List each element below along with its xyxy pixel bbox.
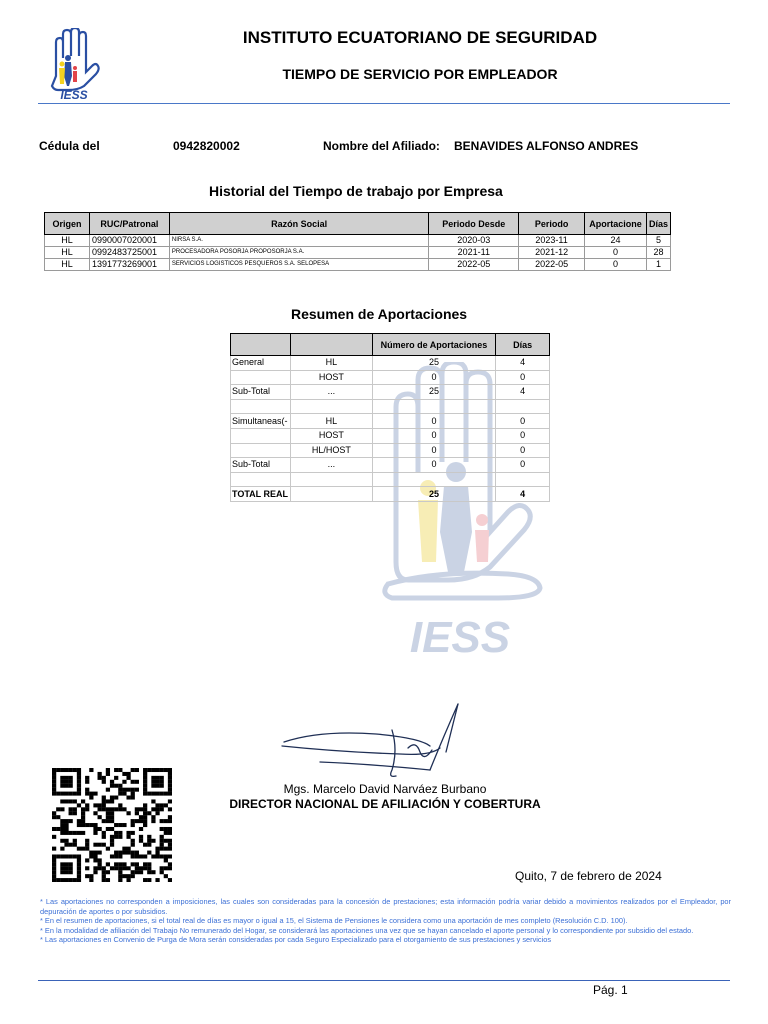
cell-razon-social: SERVICIOS LOGISTICOS PESQUEROS S.A. SELOPESA bbox=[169, 259, 429, 271]
summary-row bbox=[231, 443, 550, 458]
cell-razon-social: NIRSA S.A. bbox=[169, 235, 429, 247]
summary-cell-origin: ... bbox=[290, 458, 372, 473]
summary-cell-aportaciones bbox=[372, 399, 496, 414]
summary-cell-aportaciones: 0 bbox=[372, 443, 496, 458]
summary-row bbox=[231, 428, 550, 443]
footnote: * Las aportaciones en Convenio de Purga de Mora serán consideradas por cada Seguro Especializado para el otorgamiento de sus prestaciones y servicios bbox=[40, 935, 552, 945]
summary-cell-dias: 4 bbox=[496, 385, 550, 400]
history-table bbox=[44, 212, 671, 271]
summary-cell-aportaciones: 25 bbox=[372, 487, 496, 502]
summary-cell-aportaciones: 0 bbox=[372, 414, 496, 429]
cell-periodo-desde: 2022-05 bbox=[429, 259, 519, 271]
summary-row bbox=[231, 399, 550, 414]
cedula-label: Cédula del bbox=[39, 139, 100, 153]
affiliate-name-value: BENAVIDES ALFONSO ANDRES bbox=[454, 139, 639, 153]
cell-razon-social: PROCESADORA POSORJA PROPOSORJA S.A. bbox=[169, 247, 429, 259]
summary-cell-origin: HL/HOST bbox=[290, 443, 372, 458]
summary-cell-dias bbox=[496, 472, 550, 487]
document-subtitle: TIEMPO DE SERVICIO POR EMPLEADOR bbox=[282, 66, 558, 82]
cell-aportaciones: 24 bbox=[585, 235, 647, 247]
signer-name: Mgs. Marcelo David Narváez Burbano bbox=[283, 782, 487, 796]
cell-ruc: 1391773269001 bbox=[89, 259, 169, 271]
cell-periodo-desde: 2020-03 bbox=[429, 235, 519, 247]
summary-header-row bbox=[231, 334, 550, 356]
footnote: * En la modalidad de afiliación del Trabajo No remunerado del Hogar, se considerará las aportaciones una vez que se hayan cancelado el aporte personal y lo correspondiente por subsidio del estado. bbox=[40, 925, 694, 935]
col-razon-social: Razón Social bbox=[169, 213, 429, 235]
summary-row bbox=[231, 472, 550, 487]
summary-cell-dias: 0 bbox=[496, 428, 550, 443]
qr-code bbox=[52, 768, 172, 882]
col-aportaciones: Aportacione bbox=[585, 213, 647, 235]
cell-origen: HL bbox=[45, 259, 90, 271]
summary-cell-origin bbox=[290, 399, 372, 414]
watermark-text: IESS bbox=[409, 613, 511, 662]
table-row bbox=[45, 235, 671, 247]
summary-cell-type: Sub-Total bbox=[231, 458, 291, 473]
header-rule bbox=[38, 103, 730, 104]
summary-cell-origin bbox=[290, 472, 372, 487]
col-origen: Origen bbox=[45, 213, 90, 235]
summary-title: Resumen de Aportaciones bbox=[291, 306, 468, 322]
history-header-row bbox=[45, 213, 671, 235]
summary-row bbox=[231, 385, 550, 400]
cell-periodo: 2023-11 bbox=[519, 235, 585, 247]
signer-position: DIRECTOR NACIONAL DE AFILIACIÓN Y COBERTURA bbox=[229, 797, 541, 811]
summary-cell-dias bbox=[496, 399, 550, 414]
cell-aportaciones: 0 bbox=[585, 259, 647, 271]
page-number: Pág. 1 bbox=[593, 983, 628, 997]
cell-dias: 5 bbox=[646, 235, 670, 247]
handwritten-signature bbox=[280, 700, 470, 782]
summary-cell-aportaciones: 25 bbox=[372, 356, 496, 371]
summary-cell-type: Sub-Total bbox=[231, 385, 291, 400]
summary-cell-type bbox=[231, 443, 291, 458]
cell-periodo: 2022-05 bbox=[519, 259, 585, 271]
summary-cell-dias: 0 bbox=[496, 414, 550, 429]
col-ruc: RUC/Patronal bbox=[89, 213, 169, 235]
summary-cell-aportaciones bbox=[372, 472, 496, 487]
cell-origen: HL bbox=[45, 247, 90, 259]
summary-cell-dias: 4 bbox=[496, 356, 550, 371]
summary-cell-aportaciones: 0 bbox=[372, 458, 496, 473]
footnote: * En el resumen de aportaciones, si el total real de días es mayor o igual a 15, el Sistema de Pensiones le considera como una aportación de mes completo (Resolución C.D. 100). bbox=[40, 916, 628, 926]
col-dias: Días bbox=[646, 213, 670, 235]
cell-periodo-desde: 2021-11 bbox=[429, 247, 519, 259]
summary-table bbox=[230, 333, 550, 502]
summary-col-type bbox=[231, 334, 291, 356]
summary-row bbox=[231, 414, 550, 429]
cell-aportaciones: 0 bbox=[585, 247, 647, 259]
summary-cell-origin: HL bbox=[290, 414, 372, 429]
affiliate-name-label: Nombre del Afiliado: bbox=[323, 139, 440, 153]
summary-col-origin bbox=[290, 334, 372, 356]
institution-title: INSTITUTO ECUATORIANO DE SEGURIDAD bbox=[242, 28, 598, 47]
footnote: * Las aportaciones no corresponden a imposiciones, las cuales son consideradas para la concesión de prestaciones; esta información podría variar debido a movimientos realizados por el Empleador, por depuración de aportes o por subsidios. bbox=[40, 897, 731, 916]
summary-cell-dias: 0 bbox=[496, 370, 550, 385]
summary-cell-type bbox=[231, 428, 291, 443]
summary-cell-type: Simultaneas(- bbox=[231, 414, 291, 429]
summary-cell-dias: 0 bbox=[496, 458, 550, 473]
summary-cell-type bbox=[231, 370, 291, 385]
history-title: Historial del Tiempo de trabajo por Empresa bbox=[209, 183, 503, 199]
cell-periodo: 2021-12 bbox=[519, 247, 585, 259]
footer-rule bbox=[38, 980, 730, 981]
col-periodo: Periodo bbox=[519, 213, 585, 235]
summary-cell-dias: 4 bbox=[496, 487, 550, 502]
cedula-value: 0942820002 bbox=[173, 139, 240, 153]
table-row bbox=[45, 259, 671, 271]
summary-cell-origin bbox=[290, 487, 372, 502]
cell-ruc: 0992483725001 bbox=[89, 247, 169, 259]
cell-ruc: 0990007020001 bbox=[89, 235, 169, 247]
logo-text: IESS bbox=[60, 88, 88, 100]
summary-cell-type: General bbox=[231, 356, 291, 371]
summary-cell-aportaciones: 0 bbox=[372, 370, 496, 385]
summary-cell-aportaciones: 25 bbox=[372, 385, 496, 400]
summary-row bbox=[231, 370, 550, 385]
issue-date: Quito, 7 de febrero de 2024 bbox=[515, 869, 662, 883]
summary-cell-origin: ... bbox=[290, 385, 372, 400]
summary-cell-aportaciones: 0 bbox=[372, 428, 496, 443]
cell-origen: HL bbox=[45, 235, 90, 247]
summary-cell-origin: HOST bbox=[290, 370, 372, 385]
cell-dias: 28 bbox=[646, 247, 670, 259]
cell-dias: 1 bbox=[646, 259, 670, 271]
summary-total-row bbox=[231, 487, 550, 502]
footnotes bbox=[40, 897, 731, 945]
summary-cell-type bbox=[231, 399, 291, 414]
summary-cell-dias: 0 bbox=[496, 443, 550, 458]
summary-col-aportaciones: Número de Aportaciones bbox=[372, 334, 496, 356]
table-row bbox=[45, 247, 671, 259]
summary-cell-type: TOTAL REAL bbox=[231, 487, 291, 502]
summary-cell-type bbox=[231, 472, 291, 487]
iess-logo bbox=[48, 28, 100, 100]
summary-cell-origin: HL bbox=[290, 356, 372, 371]
summary-row bbox=[231, 356, 550, 371]
summary-row bbox=[231, 458, 550, 473]
summary-col-dias: Días bbox=[496, 334, 550, 356]
col-periodo-desde: Periodo Desde bbox=[429, 213, 519, 235]
summary-cell-origin: HOST bbox=[290, 428, 372, 443]
